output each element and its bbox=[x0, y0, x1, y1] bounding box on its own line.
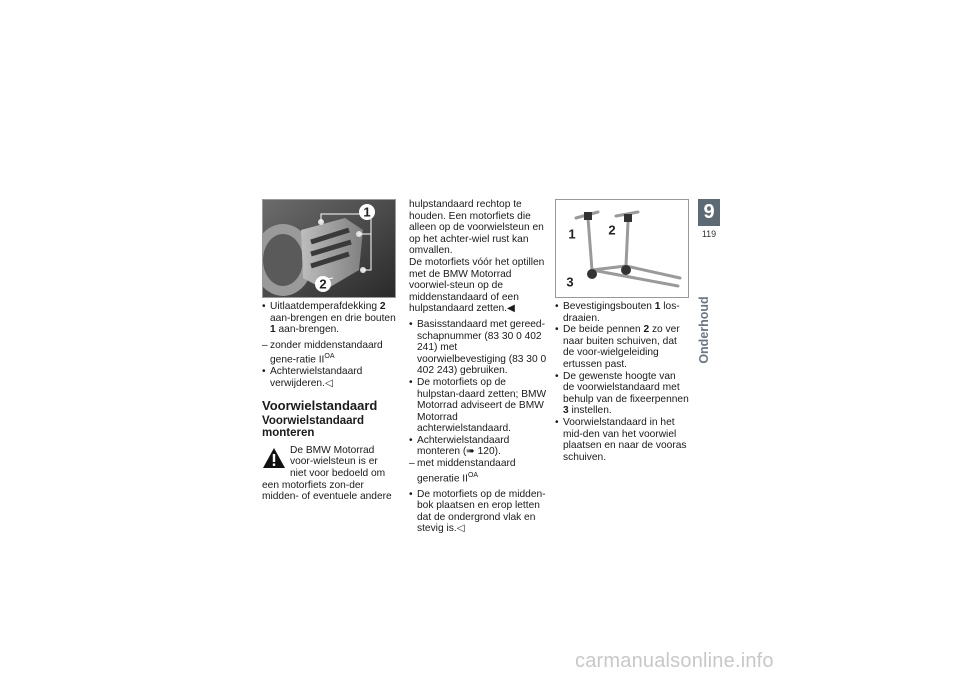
step-mount-rear-stand: • Achterwielstandaard monteren (➠ 120). bbox=[409, 435, 547, 458]
warning-triangle-icon bbox=[262, 447, 286, 469]
subheading-mount-front-stand: Voorwielstandaard monteren bbox=[262, 414, 365, 440]
front-stand-figure bbox=[555, 199, 689, 298]
exhaust-cover-photo bbox=[263, 200, 395, 297]
callout-2: 2 bbox=[319, 276, 327, 292]
step-slide-pins: • De beide pennen 2 zo ver naar buiten schuiven, dat de voor-wielgeleiding ertussen past. bbox=[555, 324, 689, 370]
step-position-stand: • Voorwielstandaard in het mid-den van het voorwiel plaatsen en naar de vooras schuiven. bbox=[555, 417, 689, 463]
watermark: carmanualsonline.info bbox=[575, 650, 774, 672]
condition-without-stand: – zonder middenstandaard gene-ratie $II^{OA}$ bbox=[262, 340, 396, 367]
callout-1: 1 bbox=[568, 226, 576, 242]
callout-2: 2 bbox=[608, 222, 616, 238]
front-stand-drawing bbox=[556, 200, 688, 297]
heading-front-stand: Voorwielstandaard bbox=[262, 397, 378, 413]
chapter-number: 9 bbox=[698, 199, 720, 226]
column-middle bbox=[409, 199, 547, 535]
step-basic-stand: • Basisstandaard met gereed-schapnummer (83 30 0 402 241) met voorwielbevestiging (83 30 0 402 243) gebruiken. bbox=[409, 319, 547, 377]
section-title-vertical: Onderhoud bbox=[697, 296, 711, 364]
exhaust-cover-figure bbox=[262, 199, 396, 298]
column-right bbox=[555, 199, 689, 463]
page-number: 119 bbox=[701, 229, 717, 239]
callout-1: 1 bbox=[363, 204, 371, 220]
step-fit-cover: • Uitlaatdemperafdekking 2 aan-brengen en drie bouten 1 aan-brengen. bbox=[262, 301, 396, 336]
step-set-height: • De gewenste hoogte van de voorwielstandaard met behulp van de fixeerpennen 3 instellen. bbox=[555, 371, 689, 417]
step-remove-rear-stand: • Achterwielstandaard verwijderen.◁ bbox=[262, 366, 396, 389]
warning-text: De BMW Motorrad voor-wielsteun is er niet voor bedoeld om een motorfiets zon-der midden- of eventuele andere bbox=[262, 444, 392, 503]
instruction-paragraph: De motorfiets vóór het optillen met de BMW Motorrad voorwiel-steun op de middenstandaard of een hulpstandaard zetten.◀ bbox=[409, 256, 545, 315]
step-place-on-stand: • De motorfiets op de midden-bok plaatsen en erop letten dat de ondergrond vlak en stevig is.◁ bbox=[409, 489, 547, 535]
column-left bbox=[262, 199, 396, 503]
warning-block bbox=[262, 445, 396, 503]
callout-3: 3 bbox=[566, 274, 574, 290]
step-auxiliary-stand: • De motorfiets op de hulpstan-daard zetten; BMW Motorrad adviseert de BMW Motorrad achterwielstandaard. bbox=[409, 377, 547, 435]
step-loosen-bolts: • Bevestigingsbouten 1 los-draaien. bbox=[555, 301, 689, 324]
condition-with-stand: – met middenstandaard generatie $II^{OA}$ bbox=[409, 458, 547, 485]
warning-text-continued: hulpstandaard rechtop te houden. Een motorfiets die alleen op de voorwielsteun en op het achter-wiel rust kan omvallen. bbox=[409, 199, 544, 257]
